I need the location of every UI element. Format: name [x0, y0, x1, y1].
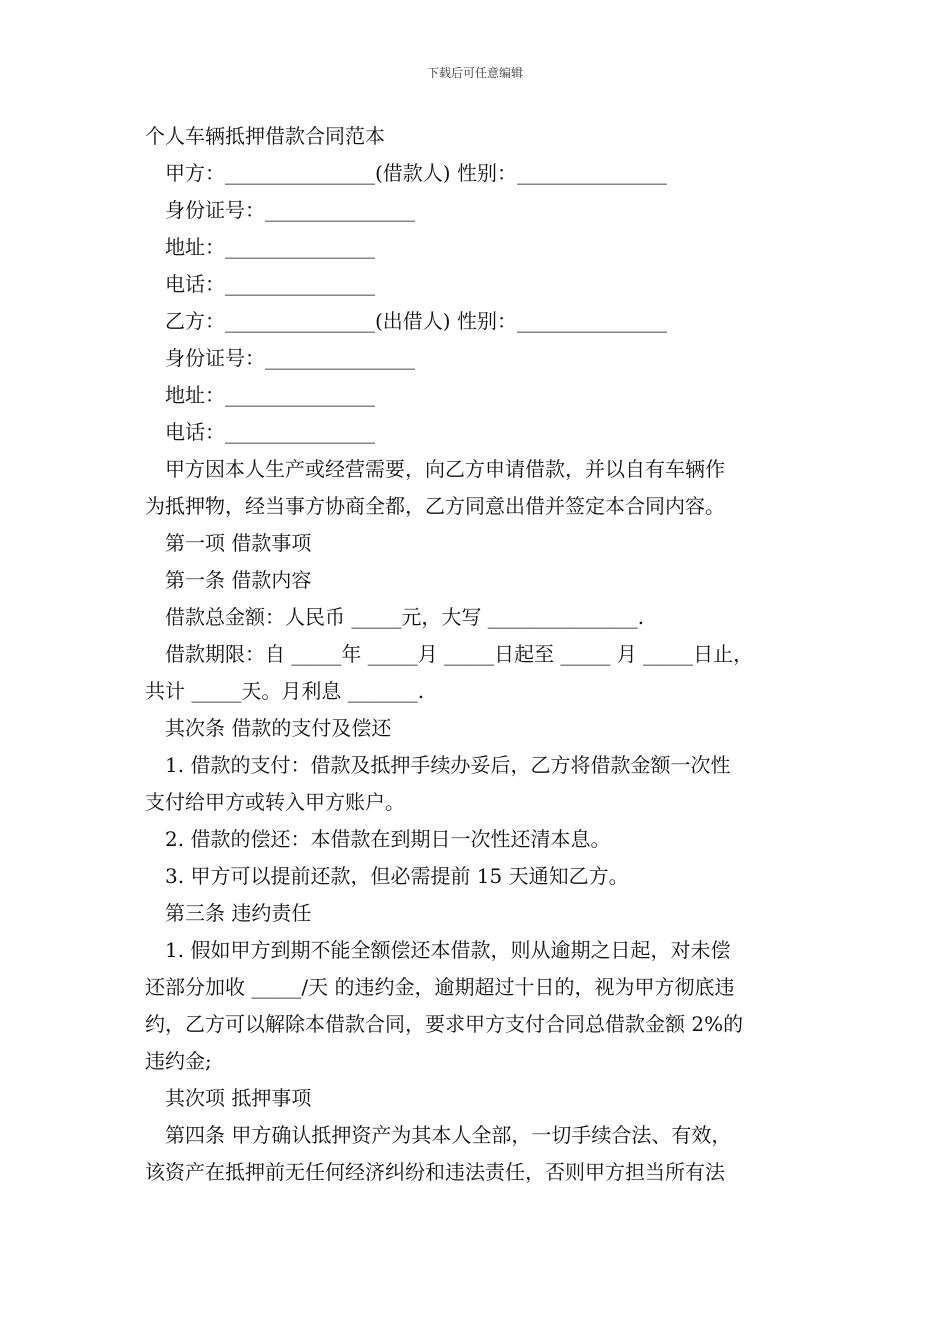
document-line: 共计 _____天。月利息 _______.	[145, 679, 425, 703]
document-line: 借款总金额：人民币 _____元，大写 _______________.	[165, 605, 645, 629]
document-line: 身份证号：_______________	[165, 346, 415, 370]
document-line: 第四条 甲方确认抵押资产为其本人全部，一切手续合法、有效，	[165, 1123, 732, 1147]
document-title: 个人车辆抵押借款合同范本	[145, 124, 385, 148]
document-line: 身份证号：_______________	[165, 198, 415, 222]
document-line: 其次条 借款的支付及偿还	[165, 716, 392, 740]
document-line: 甲方因本人生产或经营需要，向乙方申请借款，并以自有车辆作	[165, 457, 725, 481]
document-line: 第一项 借款事项	[165, 531, 312, 555]
document-line: 地址：_______________	[165, 383, 375, 407]
document-line: 支付给甲方或转入甲方账户。	[145, 790, 405, 814]
document-line: 3. 甲方可以提前还款，但必需提前 15 天通知乙方。	[165, 864, 629, 888]
document-line: 电话：_______________	[165, 420, 375, 444]
document-line: 为抵押物，经当事方协商全都，乙方同意出借并签定本合同内容。	[145, 494, 725, 518]
document-line: 其次项 抵押事项	[165, 1086, 312, 1110]
document-line: 第三条 违约责任	[165, 901, 312, 925]
document-line: 甲方：_______________(借款人) 性别：_______________	[165, 161, 667, 185]
document-line: 约，乙方可以解除本借款合同，要求甲方支付合同总借款金额 2%的	[145, 1012, 744, 1036]
document-line: 1. 借款的支付：借款及抵押手续办妥后，乙方将借款金额一次性	[165, 753, 731, 777]
document-line: 地址：_______________	[165, 235, 375, 259]
document-line: 违约金;	[145, 1049, 212, 1073]
document-line: 借款期限：自 _____年 _____月 _____日起至 _____ 月 _____日止，	[165, 642, 754, 666]
document-line: 第一条 借款内容	[165, 568, 312, 592]
document-line: 乙方：_______________(出借人) 性别：_______________	[165, 309, 667, 333]
document-lines	[145, 155, 825, 1191]
document-line: 还部分加收 _____/天 的违约金，逾期超过十日的，视为甲方彻底违	[145, 975, 735, 999]
document-body	[145, 118, 825, 1191]
page-header-note: 下载后可任意编辑	[426, 66, 523, 80]
document-line: 2. 借款的偿还：本借款在到期日一次性还清本息。	[165, 827, 611, 851]
document-line: 该资产在抵押前无任何经济纠纷和违法责任，否则甲方担当所有法	[145, 1160, 725, 1184]
document-line: 1. 假如甲方到期不能全额偿还本借款，则从逾期之日起，对未偿	[165, 938, 731, 962]
document-line: 电话：_______________	[165, 272, 375, 296]
